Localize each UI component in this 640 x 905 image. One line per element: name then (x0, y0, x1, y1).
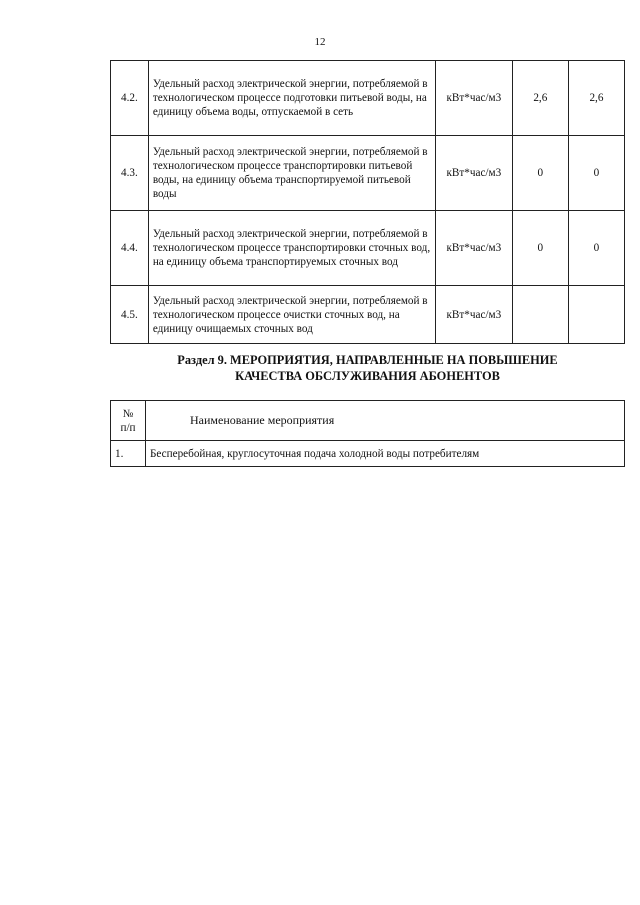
table-row (111, 441, 625, 467)
indicator-name: Удельный расход электрической энергии, потребляемой в технологическом процессе подготовки питьевой воды, на единицу объема воды, отпускаемой в сеть (148, 61, 435, 136)
value-cell (512, 286, 568, 344)
number-column-header (111, 401, 146, 441)
unit-cell: кВт*час/м3 (435, 211, 512, 286)
section-title-line: Раздел 9. МЕРОПРИЯТИЯ, НАПРАВЛЕННЫЕ НА ПОВЫШЕНИЕ (177, 353, 558, 367)
indicator-name: Удельный расход электрической энергии, потребляемой в технологическом процессе очистки сточных вод, на единицу очищаемых сточных вод (148, 286, 435, 344)
measure-name: Бесперебойная, круглосуточная подача холодной воды потребителям (146, 441, 625, 467)
row-number: 4.4. (111, 211, 149, 286)
section-title (110, 353, 625, 384)
row-number: 4.2. (111, 61, 149, 136)
name-column-header: Наименование мероприятия (146, 401, 625, 441)
table-row (111, 136, 625, 211)
row-number: 1. (111, 441, 146, 467)
measures-table (110, 400, 625, 467)
table-header-row (111, 401, 625, 441)
row-number: 4.3. (111, 136, 149, 211)
indicator-name: Удельный расход электрической энергии, потребляемой в технологическом процессе транспортировки сточных вод, на единицу объема транспортируемых сточных вод (148, 211, 435, 286)
indicator-name: Удельный расход электрической энергии, потребляемой в технологическом процессе транспортировки питьевой воды, на единицу объема транспортируемой питьевой воды (148, 136, 435, 211)
number-header-symbol: № (122, 407, 134, 420)
value-cell (568, 286, 624, 344)
indicators-table (110, 60, 625, 344)
number-header-abbr: п/п (120, 421, 136, 434)
row-number: 4.5. (111, 286, 149, 344)
section-title-line: КАЧЕСТВА ОБСЛУЖИВАНИЯ АБОНЕНТОВ (235, 368, 500, 383)
unit-cell: кВт*час/м3 (435, 286, 512, 344)
value-cell: 0 (512, 211, 568, 286)
value-cell: 0 (568, 136, 624, 211)
table-row (111, 286, 625, 344)
unit-cell: кВт*час/м3 (435, 61, 512, 136)
table-row (111, 61, 625, 136)
unit-cell: кВт*час/м3 (435, 136, 512, 211)
value-cell: 2,6 (568, 61, 624, 136)
value-cell: 0 (568, 211, 624, 286)
value-cell: 2,6 (512, 61, 568, 136)
page-number: 12 (314, 36, 326, 48)
value-cell: 0 (512, 136, 568, 211)
table-row (111, 211, 625, 286)
